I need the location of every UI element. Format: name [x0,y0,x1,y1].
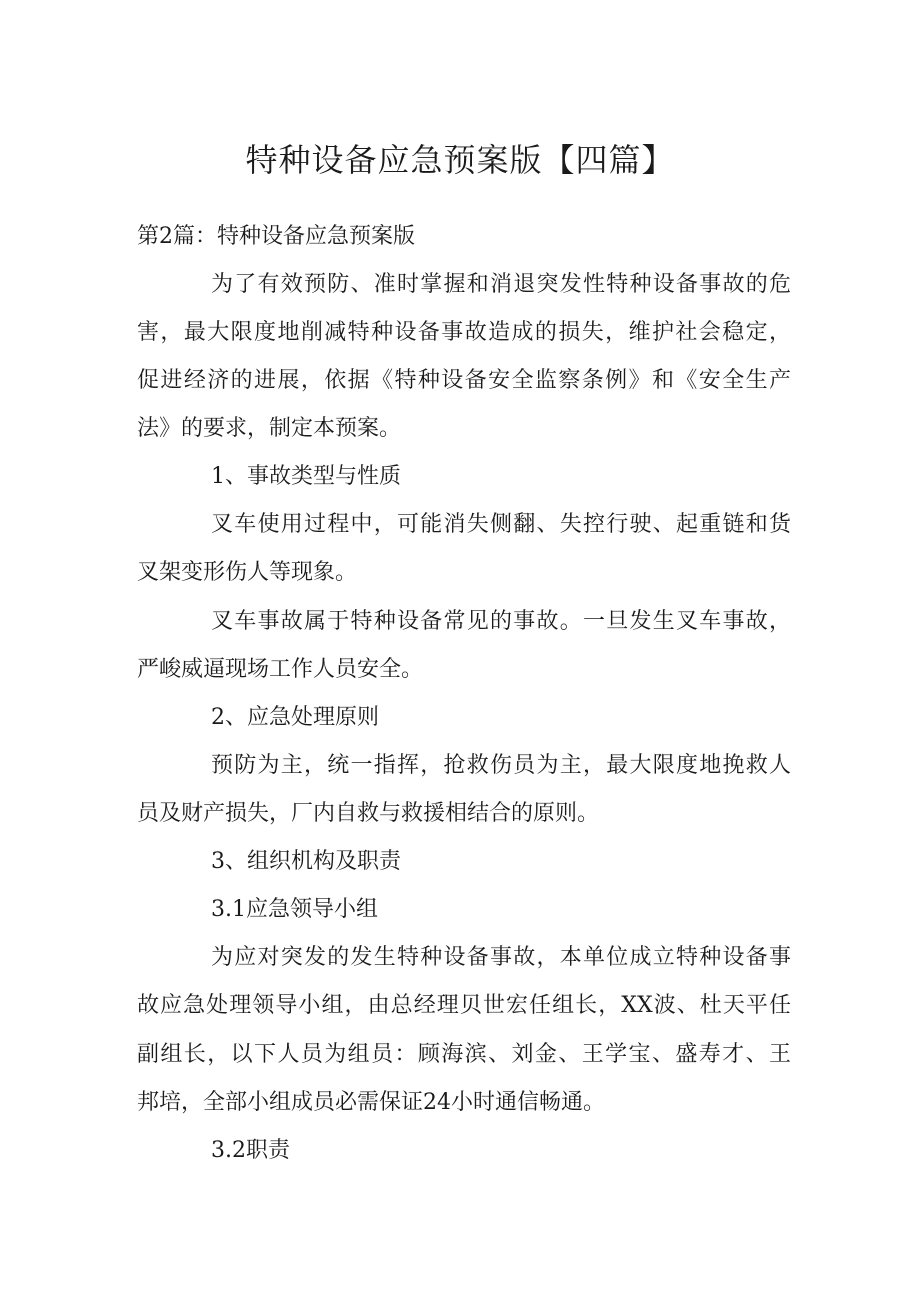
subheading: 2、应急处理原则 [211,705,379,730]
paragraph-line: 副组长，以下人员为组员：顾海滨、刘金、王学宝、盛寿才、王 [137,1042,791,1067]
subheading: 3.2职责 [211,1138,290,1163]
paragraph-line: 员及财产损失，厂内自救与救援相结合的原则。 [137,801,600,826]
paragraph-line: 为了有效预防、准时掌握和消退突发性特种设备事故的危 [211,272,791,297]
paragraph-line: 邦培，全部小组成员必需保证24小时通信畅通。 [137,1090,605,1115]
paragraph-line: 叉架变形伤人等现象。 [137,560,358,585]
paragraph-line: 故应急处理领导小组，由总经理贝世宏任组长，XX波、杜天平任 [137,993,791,1018]
section-heading: 第2篇：特种设备应急预案版 [137,224,415,249]
paragraph-line: 害，最大限度地削减特种设备事故造成的损失，维护社会稳定， [137,320,791,345]
paragraph-line: 促进经济的进展，依据《特种设备安全监察条例》和《安全生产 [137,368,791,393]
paragraph-line: 叉车事故属于特种设备常见的事故。一旦发生叉车事故， [211,609,791,634]
paragraph-line: 严峻威逼现场工作人员安全。 [137,657,424,682]
subheading: 3、组织机构及职责 [211,849,401,874]
paragraph-line: 预防为主，统一指挥，抢救伤员为主，最大限度地挽救人 [211,753,791,778]
subheading: 1、事故类型与性质 [211,464,401,489]
paragraph-line: 为应对突发的发生特种设备事故，本单位成立特种设备事 [211,945,791,970]
paragraph-line: 叉车使用过程中，可能消失侧翻、失控行驶、起重链和货 [211,512,791,537]
subheading: 3.1应急领导小组 [211,897,378,922]
document-title: 特种设备应急预案版【四篇】 [245,141,675,179]
paragraph-line: 法》的要求，制定本预案。 [137,416,402,441]
